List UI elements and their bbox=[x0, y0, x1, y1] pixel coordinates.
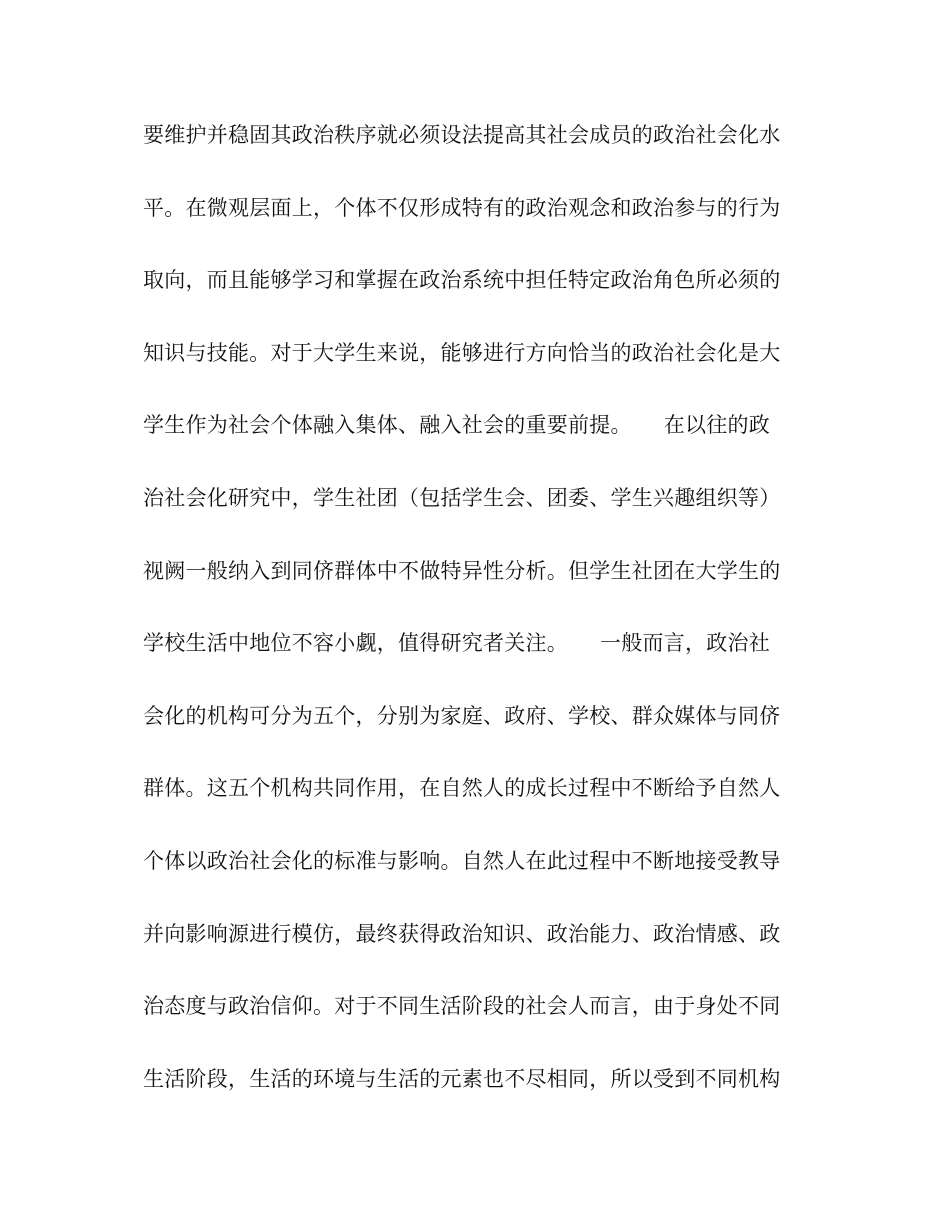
text-line: 生活阶段，生活的环境与生活的元素也不尽相同，所以受到不同机构 bbox=[143, 1066, 781, 1091]
text-line: 并向影响源进行模仿，最终获得政治知识、政治能力、政治情感、政 bbox=[143, 921, 781, 946]
text-line: 知识与技能。对于大学生来说，能够进行方向恰当的政治社会化是大 bbox=[143, 340, 781, 365]
text-line: 平。在微观层面上，个体不仅形成特有的政治观念和政治参与的行为 bbox=[143, 195, 781, 220]
text-line: 治社会化研究中，学生社团（包括学生会、团委、学生兴趣组织等） bbox=[143, 485, 781, 510]
text-line: 群体。这五个机构共同作用，在自然人的成长过程中不断给予自然人 bbox=[143, 776, 781, 801]
text-line: 取向，而且能够学习和掌握在政治系统中担任特定政治角色所必须的 bbox=[143, 268, 781, 293]
text-line: 要维护并稳固其政治秩序就必须设法提高其社会成员的政治社会化水 bbox=[143, 123, 781, 147]
text-line: 治态度与政治信仰。对于不同生活阶段的社会人而言，由于身处不同 bbox=[143, 994, 781, 1019]
body-text bbox=[143, 115, 803, 1131]
text-line: 学校生活中地位不容小觑，值得研究者关注。 一般而言，政治社 bbox=[143, 631, 770, 656]
text-line: 个体以政治社会化的标准与影响。自然人在此过程中不断地接受教导 bbox=[143, 848, 781, 873]
text-line: 视阙一般纳入到同侪群体中不做特异性分析。但学生社团在大学生的 bbox=[143, 558, 781, 583]
text-line: 学生作为社会个体融入集体、融入社会的重要前提。 在以往的政 bbox=[143, 413, 770, 438]
text-line: 会化的机构可分为五个，分别为家庭、政府、学校、群众媒体与同侪 bbox=[143, 703, 781, 728]
